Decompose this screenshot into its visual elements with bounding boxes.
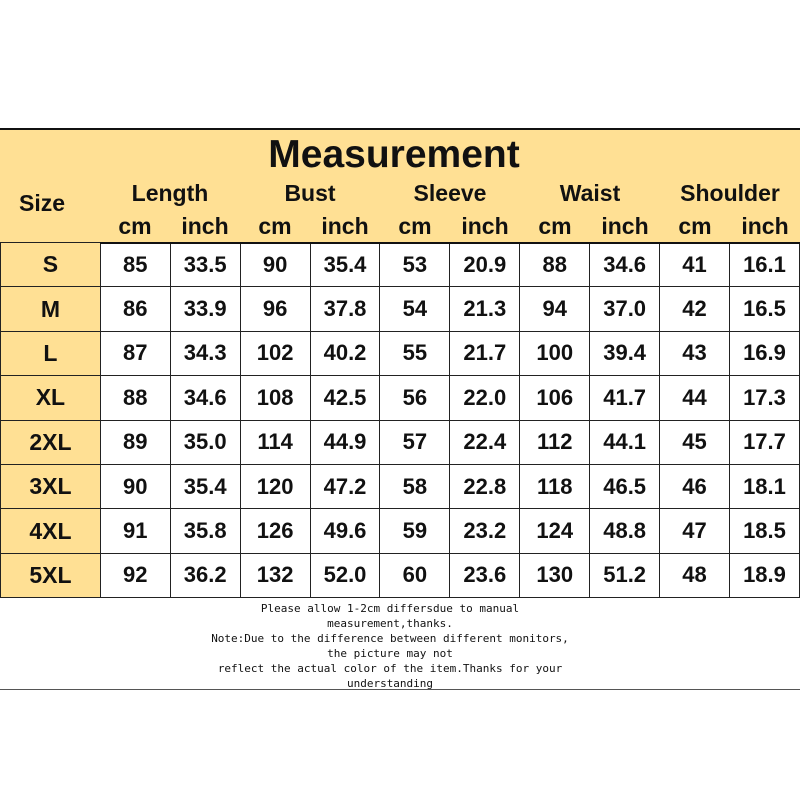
size-cell: L: [1, 331, 101, 375]
value-cell: 42.5: [310, 376, 380, 420]
value-cell: 16.1: [729, 243, 799, 287]
value-cell: 54: [380, 287, 450, 331]
value-cell: 57: [380, 420, 450, 464]
value-cell: 87: [100, 331, 170, 375]
value-cell: 91: [100, 509, 170, 553]
size-cell: M: [1, 287, 101, 331]
value-cell: 35.4: [310, 243, 380, 287]
value-cell: 114: [240, 420, 310, 464]
value-cell: 94: [520, 287, 590, 331]
note-line: understanding: [346, 677, 434, 690]
value-cell: 86: [100, 287, 170, 331]
note-line: Note:Due to the difference between different monitors,: [211, 632, 569, 645]
value-cell: 44: [660, 376, 730, 420]
value-cell: 108: [240, 376, 310, 420]
note-line: measurement,thanks.: [327, 617, 453, 630]
value-cell: 23.6: [450, 553, 520, 597]
unit-header-shoulder-cm: cm: [678, 213, 712, 239]
value-cell: 120: [240, 464, 310, 508]
table-row: [1, 287, 800, 331]
table-top-rule: [100, 242, 800, 244]
value-cell: 51.2: [590, 553, 660, 597]
value-cell: 34.3: [170, 331, 240, 375]
unit-header-shoulder-inch: inch: [741, 213, 789, 239]
value-cell: 49.6: [310, 509, 380, 553]
unit-header-sleeve-cm: cm: [398, 213, 432, 239]
value-cell: 18.9: [729, 553, 799, 597]
value-cell: 90: [100, 464, 170, 508]
value-cell: 47.2: [310, 464, 380, 508]
value-cell: 59: [380, 509, 450, 553]
value-cell: 16.9: [729, 331, 799, 375]
group-header-bust: Bust: [284, 180, 336, 206]
value-cell: 92: [100, 553, 170, 597]
measurement-note: [160, 601, 620, 691]
value-cell: 20.9: [450, 243, 520, 287]
value-cell: 44.9: [310, 420, 380, 464]
value-cell: 34.6: [170, 376, 240, 420]
table-row: [1, 420, 800, 464]
table-row: [1, 331, 800, 375]
group-header-sleeve: Sleeve: [413, 180, 487, 206]
size-cell: XL: [1, 376, 101, 420]
unit-header-bust-cm: cm: [258, 213, 292, 239]
value-cell: 132: [240, 553, 310, 597]
value-cell: 17.7: [729, 420, 799, 464]
value-cell: 53: [380, 243, 450, 287]
group-header-waist: Waist: [559, 180, 621, 206]
value-cell: 102: [240, 331, 310, 375]
value-cell: 34.6: [590, 243, 660, 287]
value-cell: 48.8: [590, 509, 660, 553]
value-cell: 37.8: [310, 287, 380, 331]
value-cell: 85: [100, 243, 170, 287]
group-header-length: Length: [131, 180, 209, 206]
value-cell: 88: [100, 376, 170, 420]
value-cell: 58: [380, 464, 450, 508]
group-header-shoulder: Shoulder: [680, 180, 780, 206]
value-cell: 39.4: [590, 331, 660, 375]
value-cell: 23.2: [450, 509, 520, 553]
note-line: Please allow 1-2cm differsdue to manual: [260, 602, 520, 615]
unit-header-waist-cm: cm: [538, 213, 572, 239]
value-cell: 52.0: [310, 553, 380, 597]
measurement-table: [0, 242, 800, 598]
size-cell: 4XL: [1, 509, 101, 553]
value-cell: 18.5: [729, 509, 799, 553]
value-cell: 130: [520, 553, 590, 597]
value-cell: 33.9: [170, 287, 240, 331]
unit-header-waist-inch: inch: [601, 213, 649, 239]
value-cell: 43: [660, 331, 730, 375]
value-cell: 41: [660, 243, 730, 287]
note-line: the picture may not: [327, 647, 453, 660]
value-cell: 36.2: [170, 553, 240, 597]
unit-header-bust-inch: inch: [321, 213, 369, 239]
table-row: [1, 553, 800, 597]
unit-header-length-inch: inch: [181, 213, 229, 239]
value-cell: 16.5: [729, 287, 799, 331]
size-chart: [0, 128, 800, 690]
size-cell: 3XL: [1, 464, 101, 508]
value-cell: 18.1: [729, 464, 799, 508]
chart-title: Measurement: [268, 133, 520, 176]
value-cell: 90: [240, 243, 310, 287]
value-cell: 35.8: [170, 509, 240, 553]
value-cell: 47: [660, 509, 730, 553]
value-cell: 126: [240, 509, 310, 553]
value-cell: 44.1: [590, 420, 660, 464]
value-cell: 35.0: [170, 420, 240, 464]
value-cell: 106: [520, 376, 590, 420]
value-cell: 112: [520, 420, 590, 464]
size-cell: S: [1, 243, 101, 287]
value-cell: 33.5: [170, 243, 240, 287]
value-cell: 22.8: [450, 464, 520, 508]
value-cell: 118: [520, 464, 590, 508]
size-cell: 2XL: [1, 420, 101, 464]
value-cell: 22.0: [450, 376, 520, 420]
value-cell: 46.5: [590, 464, 660, 508]
value-cell: 56: [380, 376, 450, 420]
value-cell: 100: [520, 331, 590, 375]
value-cell: 45: [660, 420, 730, 464]
value-cell: 37.0: [590, 287, 660, 331]
value-cell: 96: [240, 287, 310, 331]
table-row: [1, 509, 800, 553]
value-cell: 17.3: [729, 376, 799, 420]
value-cell: 89: [100, 420, 170, 464]
table-row: [1, 376, 800, 420]
value-cell: 124: [520, 509, 590, 553]
value-cell: 48: [660, 553, 730, 597]
value-cell: 55: [380, 331, 450, 375]
value-cell: 22.4: [450, 420, 520, 464]
value-cell: 35.4: [170, 464, 240, 508]
value-cell: 21.3: [450, 287, 520, 331]
value-cell: 46: [660, 464, 730, 508]
value-cell: 41.7: [590, 376, 660, 420]
table-row: [1, 243, 800, 287]
size-cell: 5XL: [1, 553, 101, 597]
table-row: [1, 464, 800, 508]
value-cell: 40.2: [310, 331, 380, 375]
note-line: reflect the actual color of the item.Thanks for your: [217, 662, 563, 675]
value-cell: 42: [660, 287, 730, 331]
unit-header-length-cm: cm: [118, 213, 152, 239]
size-header: Size: [18, 190, 66, 216]
value-cell: 60: [380, 553, 450, 597]
value-cell: 88: [520, 243, 590, 287]
unit-header-sleeve-inch: inch: [461, 213, 509, 239]
value-cell: 21.7: [450, 331, 520, 375]
